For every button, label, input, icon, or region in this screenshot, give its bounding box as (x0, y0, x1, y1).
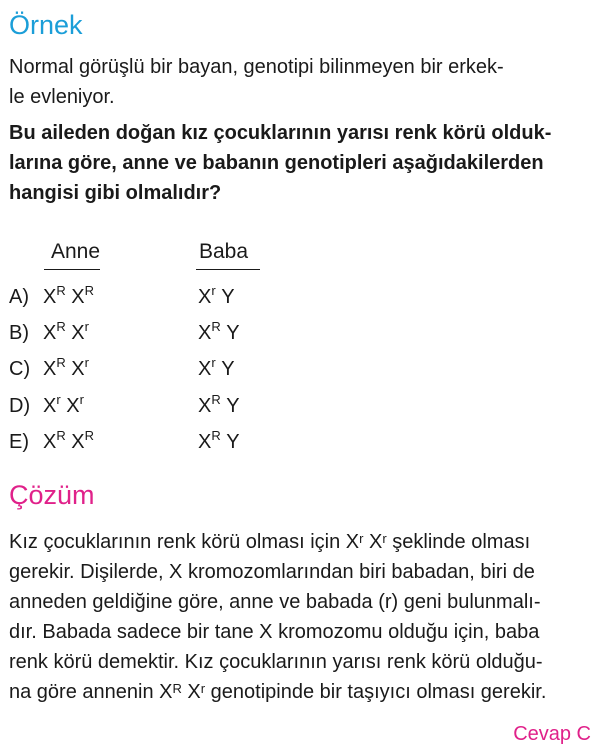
column-header-mother: Anne (51, 240, 101, 263)
option-b[interactable]: B) $X^R$ $X^r$ (9, 319, 89, 344)
question-line-2: larına göre, anne ve babanın genotipleri aşağıdakilerden (9, 152, 544, 174)
solution-heading: Çözüm (9, 480, 95, 510)
intro-line-1: Normal görüşlü bir bayan, genotipi bilinmeyen bir erkek- (9, 56, 504, 78)
question-text (9, 118, 551, 208)
intro-line-2: le evleniyor. (9, 86, 115, 108)
option-c-father: $X^r$ Y (198, 355, 235, 380)
option-c[interactable]: C) $X^R$ $X^r$ (9, 355, 89, 380)
option-e-father: $X^R$ Y (198, 428, 240, 453)
option-d-father: $X^R$ Y (198, 392, 240, 417)
option-a[interactable]: A) $X^R$ $X^R$ (9, 283, 95, 308)
answer-label: Cevap C (513, 723, 591, 745)
option-e[interactable]: E) $X^R$ $X^R$ (9, 428, 95, 453)
solution-line-1: Kız çocuklarının renk körü olması için $X^r$ $X^r$ şeklinde olması (9, 531, 531, 553)
question-line-1: Bu aileden doğan kız çocuklarının yarısı renk körü olduk- (9, 122, 552, 144)
example-heading: Örnek (9, 10, 83, 40)
solution-line-3: anneden geldiğine göre, anne ve babada (r) geni bulunmalı- (9, 591, 541, 613)
question-line-3: hangisi gibi olmalıdır? (9, 182, 222, 204)
solution-line-2: gerekir. Dişilerde, X kromozomlarından biri babadan, biri de (9, 561, 535, 583)
solution-text (9, 527, 599, 707)
column-header-father: Baba (199, 240, 249, 263)
solution-line-4: dır. Babada sadece bir tane X kromozomu olduğu için, baba (9, 621, 540, 643)
father-header-underline (196, 269, 260, 270)
option-a-father: $X^r$ Y (198, 283, 235, 308)
solution-line-6: na göre annenin $X^R$ $X^r$ genotipinde bir taşıyıcı olması gerekir. (9, 681, 547, 703)
mother-header-underline (44, 269, 100, 270)
option-b-father: $X^R$ Y (198, 319, 240, 344)
option-d[interactable]: D) $X^r$ $X^r$ (9, 392, 84, 417)
solution-line-5: renk körü demektir. Kız çocuklarının yarısı renk körü olduğu- (9, 651, 543, 673)
intro-text (9, 52, 504, 112)
